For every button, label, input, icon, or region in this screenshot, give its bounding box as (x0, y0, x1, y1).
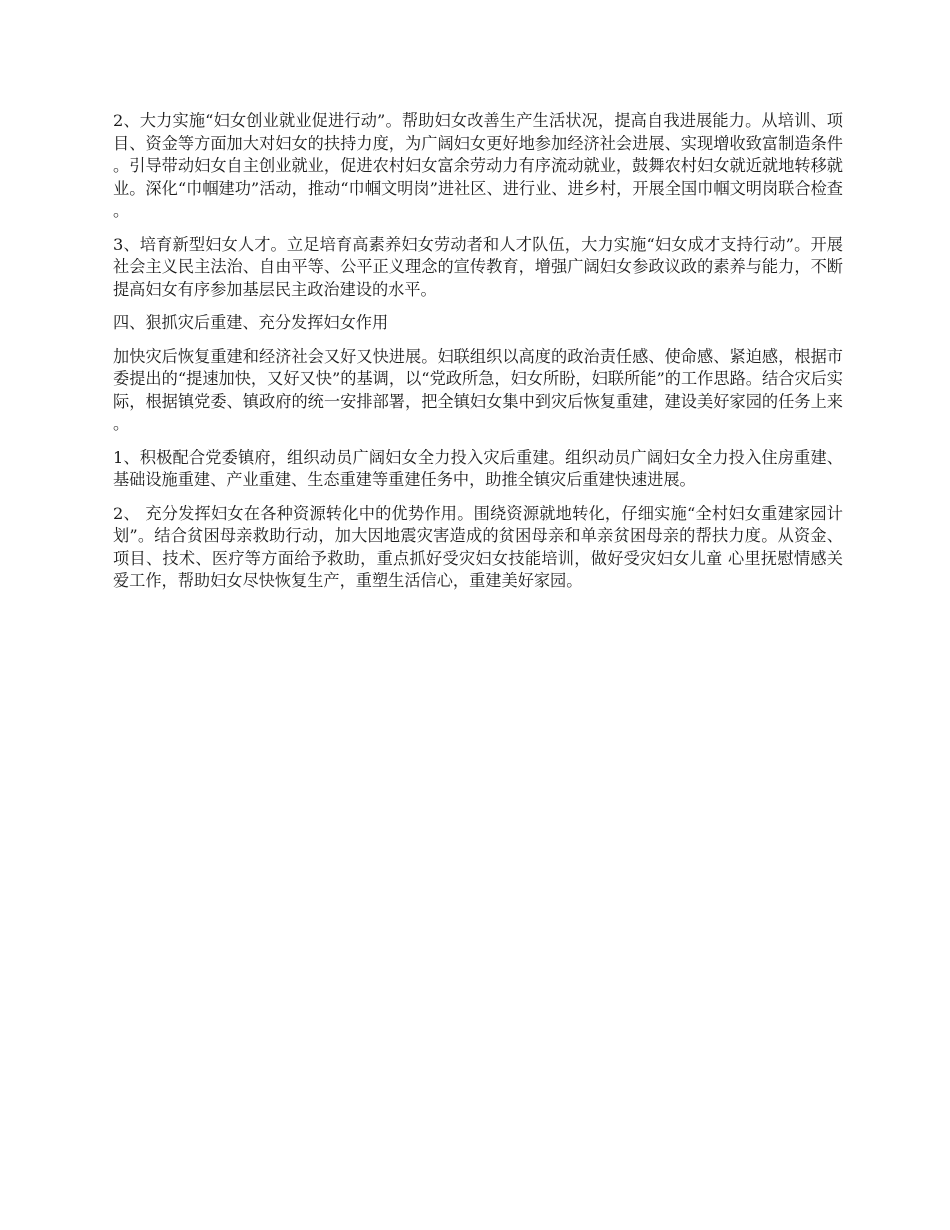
document-body (113, 110, 843, 604)
section-heading-reconstruction: 四、狠抓灾后重建、充分发挥妇女作用 (113, 313, 389, 332)
paragraph-reconstruction-intro: 加快灾后恢复重建和经济社会又好又快进展。妇联组织以高度的政治责任感、使命感、紧迫感，根据市委提出的“提速加快，又好又快”的基调，以“党政所急，妇女所盼，妇联所能”的工作思路。结合灾后实际，根据镇党委、镇政府的统一安排部署，把全镇妇女集中到灾后恢复重建，建设美好家园的任务上来。 (113, 346, 843, 433)
paragraph-resource-transformation: 2、 充分发挥妇女在各种资源转化中的优势作用。围绕资源就地转化，仔细实施“全村妇女重建家园计划”。结合贫困母亲救助行动，加大因地震灾害造成的贫困母亲和单亲贫困母亲的帮扶力度。从资金、项目、技术、医疗等方面给予救助，重点抓好受灾妇女技能培训，做好受灾妇女儿童 心里抚慰情感关爱工作，帮助妇女尽快恢复生产，重塑生活信心，重建美好家园。 (113, 503, 843, 590)
paragraph-cooperate-reconstruction: 1、积极配合党委镇府，组织动员广阔妇女全力投入灾后重建。组织动员广阔妇女全力投入住房重建、基础设施重建、产业重建、生态重建等重建任务中，助推全镇灾后重建快速进展。 (113, 447, 843, 489)
paragraph-women-talent: 3、培育新型妇女人才。立足培育高素养妇女劳动者和人才队伍，大力实施“妇女成才支持行动”。开展社会主义民主法治、自由平等、公平正义理念的宣传教育，增强广阔妇女参政议政的素养与能力，不断提高妇女有序参加基层民主政治建设的水平。 (113, 234, 843, 299)
paragraph-women-employment: 2、大力实施“妇女创业就业促进行动”。帮助妇女改善生产生活状况，提高自我进展能力。从培训、项目、资金等方面加大对妇女的扶持力度，为广阔妇女更好地参加经济社会进展、实现增收致富制造条件。引导带动妇女自主创业就业，促进农村妇女富余劳动力有序流动就业，鼓舞农村妇女就近就地转移就业。深化“巾帼建功”活动，推动“巾帼文明岗”进社区、进行业、进乡村，开展全国巾帼文明岗联合检查。 (113, 111, 843, 220)
